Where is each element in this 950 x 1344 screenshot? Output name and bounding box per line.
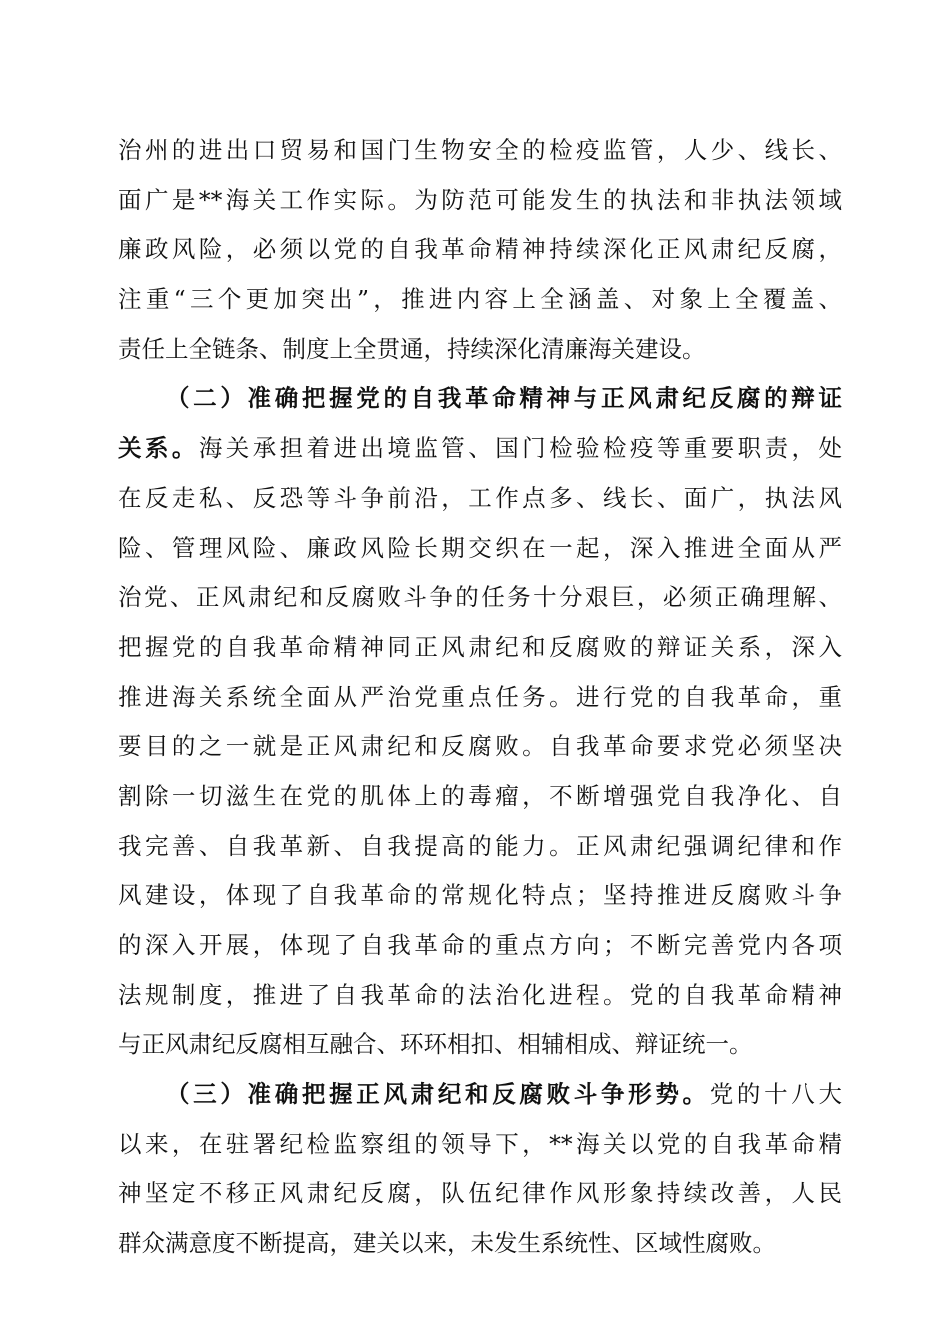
body-text: 党的十八大 — [709, 1080, 842, 1109]
text-line: 风建设，体现了自我革命的常规化特点；坚持推进反腐败斗争 — [118, 881, 842, 910]
text-line: 以来，在驻署纪检监察组的领导下，**海关以党的自我革命精 — [118, 1129, 842, 1158]
text-line: 推进海关系统全面从严治党重点任务。进行党的自我革命，重 — [118, 682, 842, 711]
text-line: 面广是**海关工作实际。为防范可能发生的执法和非执法领域 — [118, 185, 842, 214]
text-line: 治党、正风肃纪和反腐败斗争的任务十分艰巨，必须正确理解、 — [118, 583, 842, 612]
text-line: 治州的进出口贸易和国门生物安全的检疫监管，人少、线长、 — [118, 136, 842, 164]
text-line: 群众满意度不断提高，建关以来，未发生系统性、区域性腐败。 — [118, 1229, 776, 1258]
text-line: 割除一切滋生在党的肌体上的毒瘤，不断增强党自我净化、自 — [118, 781, 842, 810]
text-line: 廉政风险，必须以党的自我革命精神持续深化正风肃纪反腐， — [118, 235, 842, 264]
text-line: 我完善、自我革新、自我提高的能力。正风肃纪强调纪律和作 — [118, 831, 842, 860]
text-line: 把握党的自我革命精神同正风肃纪和反腐败的辩证关系，深入 — [118, 632, 842, 661]
text-line: 险、管理风险、廉政风险长期交织在一起，深入推进全面从严 — [118, 533, 842, 562]
paragraph-3 — [118, 1070, 842, 1269]
text-line: 法规制度，推进了自我革命的法治化进程。党的自我革命精神 — [118, 980, 842, 1009]
text-line — [118, 1070, 842, 1120]
text-line: 的深入开展，体现了自我革命的重点方向；不断完善党内各项 — [118, 931, 842, 959]
body-text: 海关承担着进出境监管、国门检验检疫等重要职责，处 — [198, 434, 843, 463]
text-line: 在反走私、反恐等斗争前沿，工作点多、线长、面广，执法风 — [118, 483, 842, 512]
paragraph-2 — [118, 374, 842, 1070]
text-line: 要目的之一就是正风肃纪和反腐败。自我革命要求党必须坚决 — [118, 732, 842, 761]
text-line: 责任上全链条、制度上全贯通，持续深化清廉海关建设。 — [118, 334, 706, 363]
text-line: 注重“三个更加突出”，推进内容上全涵盖、对象上全覆盖、 — [118, 285, 842, 314]
text-line: 与正风肃纪反腐相互融合、环环相扣、相辅相成、辩证统一。 — [118, 1030, 753, 1059]
text-line — [118, 374, 842, 424]
section-heading-2-end: 关系。 — [118, 434, 199, 463]
section-heading-3: （三）准确把握正风肃纪和反腐败斗争形势。 — [166, 1080, 710, 1109]
section-heading-2: （二）准确把握党的自我革命精神与正风肃纪反腐的辩证 — [166, 384, 842, 413]
document-page — [118, 126, 842, 1269]
text-line — [118, 424, 842, 474]
text-line: 神坚定不移正风肃纪反腐，队伍纪律作风形象持续改善，人民 — [118, 1179, 842, 1208]
paragraph-1 — [118, 126, 842, 374]
